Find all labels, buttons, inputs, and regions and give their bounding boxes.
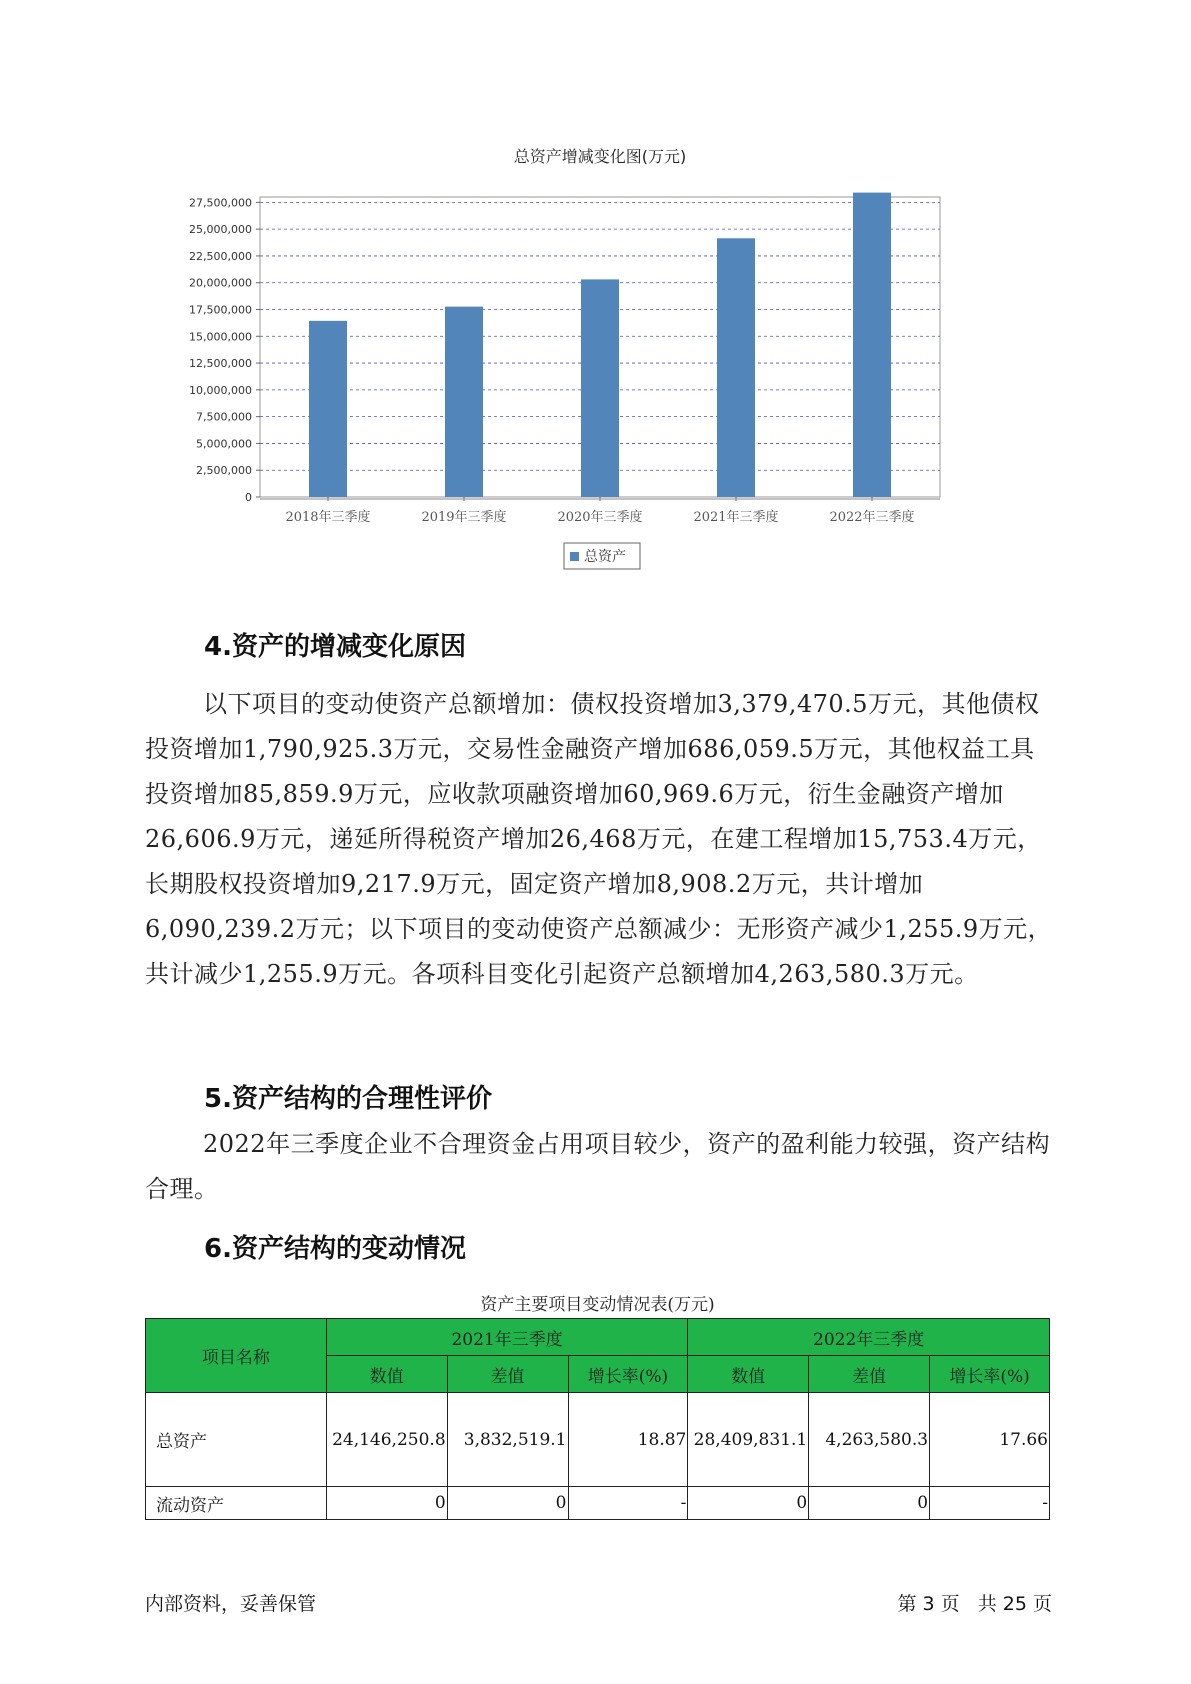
footer-confidential: 内部资料，妥善保管 [145, 1593, 317, 1615]
cell: 17.66 [930, 1393, 1050, 1487]
x-tick-label: 2022年三季度 [829, 510, 915, 525]
section-5-heading: 5.资产结构的合理性评价 [204, 1084, 492, 1114]
cell: 18.87 [568, 1393, 688, 1487]
legend-label: 总资产 [584, 549, 626, 565]
subheader-diff: 差值 [809, 1356, 930, 1393]
cell: - [930, 1487, 1050, 1520]
x-tick-label: 2018年三季度 [285, 510, 371, 525]
x-tick-label: 2020年三季度 [557, 510, 643, 525]
cell: 0 [809, 1487, 930, 1520]
chart-title: 总资产增减变化图(万元) [513, 147, 687, 166]
section-4-heading: 4.资产的增减变化原因 [204, 632, 466, 662]
header-period-2021: 2021年三季度 [326, 1319, 688, 1356]
y-tick-label: 2,500,000 [196, 464, 252, 478]
y-tick-label: 5,000,000 [196, 437, 252, 451]
cell: 0 [326, 1487, 447, 1520]
table-row [146, 1487, 1050, 1520]
subheader-growth: 增长率(%) [568, 1356, 688, 1393]
cell: 4,263,580.3 [809, 1393, 930, 1487]
subheader-growth: 增长率(%) [930, 1356, 1050, 1393]
subheader-value: 数值 [688, 1356, 809, 1393]
section-6-heading: 6.资产结构的变动情况 [204, 1234, 466, 1264]
total-assets-bar-chart [150, 185, 1020, 595]
bar [581, 279, 619, 497]
y-tick-label: 27,500,000 [189, 196, 252, 210]
subheader-diff: 差值 [447, 1356, 568, 1393]
y-tick-label: 22,500,000 [189, 249, 252, 263]
y-tick-label: 17,500,000 [189, 303, 252, 317]
cell: 24,146,250.8 [326, 1393, 447, 1487]
header-item-name: 项目名称 [146, 1319, 327, 1393]
section-5-paragraph: 2022年三季度企业不合理资金占用项目较少，资产的盈利能力较强，资产结构合理。 [145, 1130, 1051, 1203]
header-period-2022: 2022年三季度 [688, 1319, 1050, 1356]
subheader-value: 数值 [326, 1356, 447, 1393]
cell: - [568, 1487, 688, 1520]
bar [853, 193, 891, 497]
y-tick-label: 0 [245, 491, 252, 504]
cell: 0 [447, 1487, 568, 1520]
cell: 28,409,831.1 [688, 1393, 809, 1487]
bar [717, 238, 755, 497]
y-tick-label: 15,000,000 [189, 330, 252, 344]
y-tick-label: 7,500,000 [196, 410, 252, 424]
x-tick-label: 2021年三季度 [693, 510, 779, 525]
bar [445, 307, 483, 497]
x-tick-label: 2019年三季度 [421, 510, 507, 525]
cell: 3,832,519.1 [447, 1393, 568, 1487]
y-tick-label: 20,000,000 [189, 276, 252, 290]
bar [309, 321, 347, 497]
row-name: 总资产 [146, 1393, 327, 1487]
table-title: 资产主要项目变动情况表(万元) [480, 1295, 715, 1315]
footer-page-number: 第 3 页 共 25 页 [897, 1593, 1052, 1615]
legend-swatch [570, 552, 579, 561]
row-name: 流动资产 [146, 1487, 327, 1520]
section-4-paragraph: 以下项目的变动使资产总额增加：债权投资增加3,379,470.5万元，其他债权投资增加1,790,925.3万元，交易性金融资产增加686,059.5万元，其他权益工具投资增加85,859.9万元，应收款项融资增加60,969.6万元，衍生金融资产增加26,606.9万元，递延所得税资产增加26,468万元，在建工程增加15,753.4万元，长期股权投资增加9,217.9万元，固定资产增加8,908.2万元，共计增加6,090,239.2万元；以下项目的变动使资产总额减少：无形资产减少1,255.9万元，共计减少1,255.9万元。各项科目变化引起资产总额增加4,263,580.3万元。 [145, 690, 1053, 988]
y-tick-label: 10,000,000 [189, 383, 252, 397]
cell: 0 [688, 1487, 809, 1520]
table-row [146, 1393, 1050, 1487]
y-tick-label: 25,000,000 [189, 223, 252, 237]
asset-change-table [145, 1318, 1050, 1520]
y-tick-label: 12,500,000 [189, 357, 252, 371]
